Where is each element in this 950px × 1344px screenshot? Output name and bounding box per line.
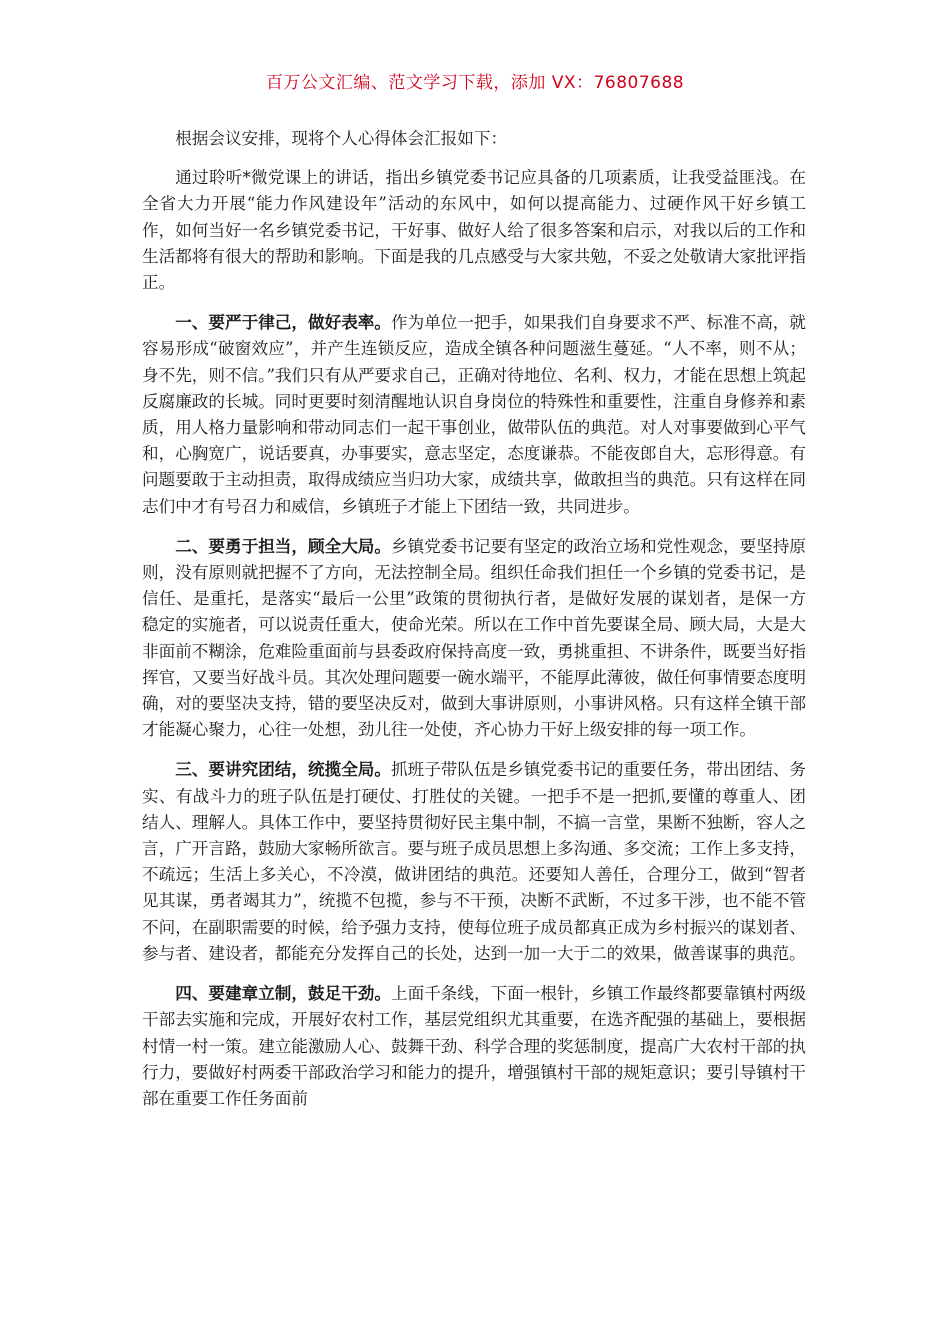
- section-paragraph: [142, 533, 806, 744]
- section-heading: 四、要建章立制，鼓足干劲。: [175, 983, 391, 1004]
- header-banner: 百万公文汇编、范文学习下载，添加 VX：76807688: [265, 73, 685, 93]
- section-paragraph: [142, 309, 806, 520]
- section-text: 乡镇党委书记要有坚定的政治立场和党性观念，要坚持原则，没有原则就把握不了方向，无法控制全局。组织任命我们担任一个乡镇的党委书记，是信任、是重托，是落实“最后一公里”政策的贯彻执行者，是做好发展的谋划者，是保一方稳定的实施者，可以说责任重大，使命光荣。所以在工作中首先要谋全局、顾大局，大是大非面前不糊涂，危难险重面前与县委政府保持高度一致，勇挑重担、不讲条件，既要当好指挥官，又要当好战斗员。其次处理问题要一碗水端平，不能厚此薄彼，做任何事情要态度明确，对的要坚决支持，错的要坚决反对，做到大事讲原则，小事讲风格。只有这样全镇干部才能凝心聚力，心往一处想，劲儿往一处使，齐心协力干好上级安排的每一项工作。: [142, 536, 807, 740]
- section-text: 作为单位一把手，如果我们自身要求不严、标准不高，就容易形成“破窗效应”，并产生连锁反应，造成全镇各种问题滋生蔓延。“人不率，则不从；身不先，则不信。”我们只有从严要求自己，正确对待地位、名利、权力，才能在思想上筑起反腐廉政的长城。同时更要时刻清醒地认识自身岗位的特殊性和重要性，注重自身修养和素质，用人格力量影响和带动同志们一起干事创业，做带队伍的典范。对人对事要做到心平气和，心胸宽广，说话要真，办事要实，意志坚定，态度谦恭。不能夜郎自大，忘形得意。有问题要敢于主动担责，取得成绩应当归功大家，成绩共享，做敢担当的典范。只有这样在同志们中才有号召力和威信，乡镇班子才能上下团结一致，共同进步。: [142, 313, 807, 516]
- section-heading: 三、要讲究团结，统揽全局。: [175, 759, 391, 780]
- section-text: 上面千条线，下面一根针，乡镇工作最终都要靠镇村两级干部去实施和完成，开展好农村工作，基层党组织尤其重要，在选齐配强的基础上，要根据村情一村一策。建立能激励人心、鼓舞干劲、科学合理的奖惩制度，提高广大农村干部的执行力，要做好村两委干部政治学习和能力的提升，增强镇村干部的规矩意识；要引导镇村干部在重要工作任务面前: [142, 984, 807, 1108]
- section-paragraph: [142, 980, 806, 1112]
- section-text: 抓班子带队伍是乡镇党委书记的重要任务，带出团结、务实、有战斗力的班子队伍是打硬仗、打胜仗的关键。一把手不是一把抓,要懂的尊重人、团结人、理解人。具体工作中，要坚持贯彻好民主集中制，不搞一言堂，果断不独断，容人之言，广开言路，鼓励大家畅所欲言。要与班子成员思想上多沟通、多交流；工作上多支持，不疏远；生活上多关心，不冷漠，做讲团结的典范。还要知人善任，合理分工，做到“智者见其谋，勇者竭其力”，统揽不包揽，参与不干预，决断不武断，不过多干涉，也不能不管不问，在副职需要的时候，给予强力支持，使每位班子成员都真正成为乡村振兴的谋划者、参与者、建设者，都能充分发挥自己的长处，达到一加一大于二的效果，做善谋事的典范。: [142, 760, 807, 963]
- section-paragraph: [142, 756, 806, 967]
- document-body: [142, 126, 806, 1125]
- section-heading: 一、要严于律己，做好表率。: [175, 312, 391, 333]
- section-heading: 二、要勇于担当，顾全大局。: [175, 535, 391, 556]
- intro-opening: 根据会议安排，现将个人心得体会汇报如下：: [175, 129, 508, 148]
- intro-background: 通过聆听*微党课上的讲话，指出乡镇党委书记应具备的几项素质，让我受益匪浅。在全省大力开展“能力作风建设年”活动的东风中，如何以提高能力、过硬作风干好乡镇工作，如何当好一名乡镇党委书记，干好事、做好人给了很多答案和启示，对我以后的工作和生活都将有很大的帮助和影响。下面是我的几点感受与大家共勉，不妥之处敬请大家批评指正。: [142, 168, 806, 293]
